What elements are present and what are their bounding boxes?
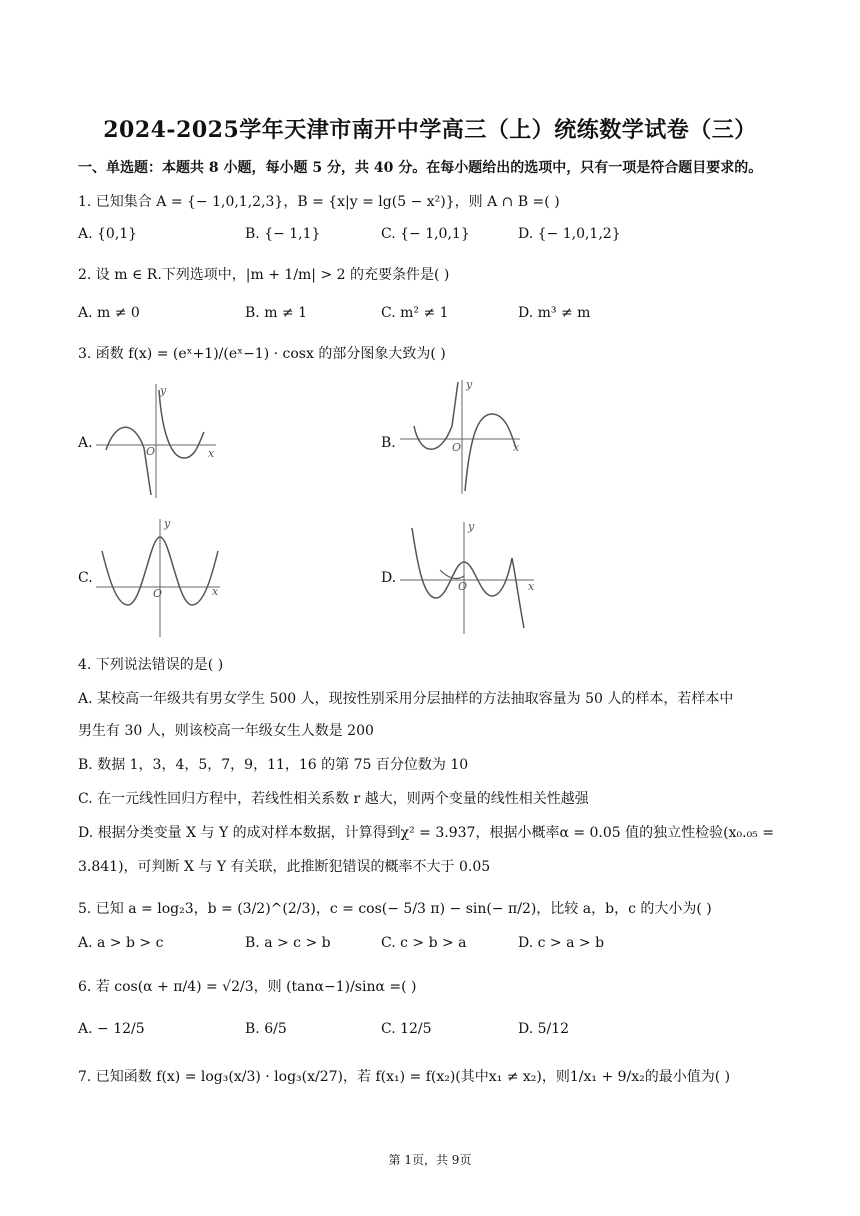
q3-label-d: D. (381, 570, 397, 586)
q4-option-d-line2: 3.841)，可判断 X 与 Y 有关联，此推断犯错误的概率不大于 0.05 (78, 859, 491, 875)
q3-graph-b (400, 376, 530, 500)
q5-option-a: A. a > b > c (78, 935, 164, 951)
q3-graph-a (96, 380, 226, 500)
q6-option-a: A. − 12/5 (78, 1021, 145, 1037)
q3-d-y-label: y (468, 520, 475, 533)
q6-option-c: C. 12/5 (381, 1021, 432, 1037)
q3-a-y-label: y (160, 384, 167, 397)
q3-stem: 3. 函数 f(x) = (eˣ+1)/(eˣ−1) · cosx 的部分图象大致为( ) (78, 346, 446, 362)
q3-graph-d (400, 518, 540, 638)
q6-option-b: B. 6/5 (245, 1021, 287, 1037)
q5-option-c: C. c > b > a (381, 935, 467, 951)
q1-option-b: B. {− 1,1} (245, 226, 321, 242)
q3-graph-c (96, 515, 226, 639)
q3-a-x-label: x (208, 447, 215, 460)
q2-stem: 2. 设 m ∈ R.下列选项中，|m + 1/m| > 2 的充要条件是( ) (78, 267, 450, 283)
q1-option-a: A. {0,1} (78, 226, 138, 242)
q4-option-d-line1: D. 根据分类变量 X 与 Y 的成对样本数据，计算得到χ² = 3.937，根据小概率α = 0.05 值的独立性检验(x₀.₀₅ = (78, 825, 774, 841)
q2-option-d: D. m³ ≠ m (518, 305, 591, 321)
q3-d-origin: O (458, 580, 468, 593)
q6-stem: 6. 若 cos(α + π/4) = √2/3，则 (tanα−1)/sinα =( ) (78, 979, 417, 995)
page-footer: 第 1页，共 9页 (388, 1153, 472, 1167)
q4-option-b: B. 数据 1，3，4，5，7，9，11，16 的第 75 百分位数为 10 (78, 757, 469, 773)
q5-stem: 5. 已知 a = log₂3，b = (3/2)^(2/3)，c = cos(− 5/3 π) − sin(− π/2)，比较 a，b，c 的大小为( ) (78, 901, 712, 917)
q3-b-origin: O (452, 441, 462, 454)
q1-stem: 1. 已知集合 A = {− 1,0,1,2,3}，B = {x|y = lg(5 − x²)}，则 A ∩ B =( ) (78, 194, 560, 210)
q3-c-x-label: x (212, 585, 219, 598)
q7-stem: 7. 已知函数 f(x) = log₃(x/3) · log₃(x/27)，若 f(x₁) = f(x₂)(其中x₁ ≠ x₂)，则1/x₁ + 9/x₂的最小值为( ) (78, 1069, 731, 1085)
q3-d-x-label: x (528, 580, 535, 593)
q4-option-a-line1: A. 某校高一年级共有男女学生 500 人，现按性别采用分层抽样的方法抽取容量为 50 人的样本，若样本中 (78, 691, 734, 707)
q5-option-d: D. c > a > b (518, 935, 605, 951)
q4-stem: 4. 下列说法错误的是( ) (78, 657, 224, 673)
q3-a-origin: O (146, 445, 156, 458)
q3-c-origin: O (153, 587, 163, 600)
section-heading: 一、单选题：本题共 8 小题，每小题 5 分，共 40 分。在每小题给出的选项中，只有一项是符合题目要求的。 (78, 160, 763, 176)
q5-option-b: B. a > c > b (245, 935, 331, 951)
q4-option-a-line2: 男生有 30 人，则该校高一年级女生人数是 200 (78, 723, 374, 739)
q2-option-c: C. m² ≠ 1 (381, 305, 449, 321)
q4-option-c: C. 在一元线性回归方程中，若线性相关系数 r 越大，则两个变量的线性相关性越强 (78, 791, 589, 807)
q6-option-d: D. 5/12 (518, 1021, 570, 1037)
q3-b-x-label: x (513, 441, 520, 454)
q3-label-c: C. (78, 570, 93, 586)
q1-option-c: C. {− 1,0,1} (381, 226, 470, 242)
q2-option-a: A. m ≠ 0 (78, 305, 140, 321)
q1-option-d: D. {− 1,0,1,2} (518, 226, 621, 242)
q3-c-y-label: y (164, 517, 171, 530)
q3-b-y-label: y (466, 378, 473, 391)
q3-label-a: A. (78, 435, 93, 451)
q3-label-b: B. (381, 435, 396, 451)
page-title: 2024-2025学年天津市南开中学高三（上）统练数学试卷（三） (103, 117, 757, 143)
q2-option-b: B. m ≠ 1 (245, 305, 308, 321)
